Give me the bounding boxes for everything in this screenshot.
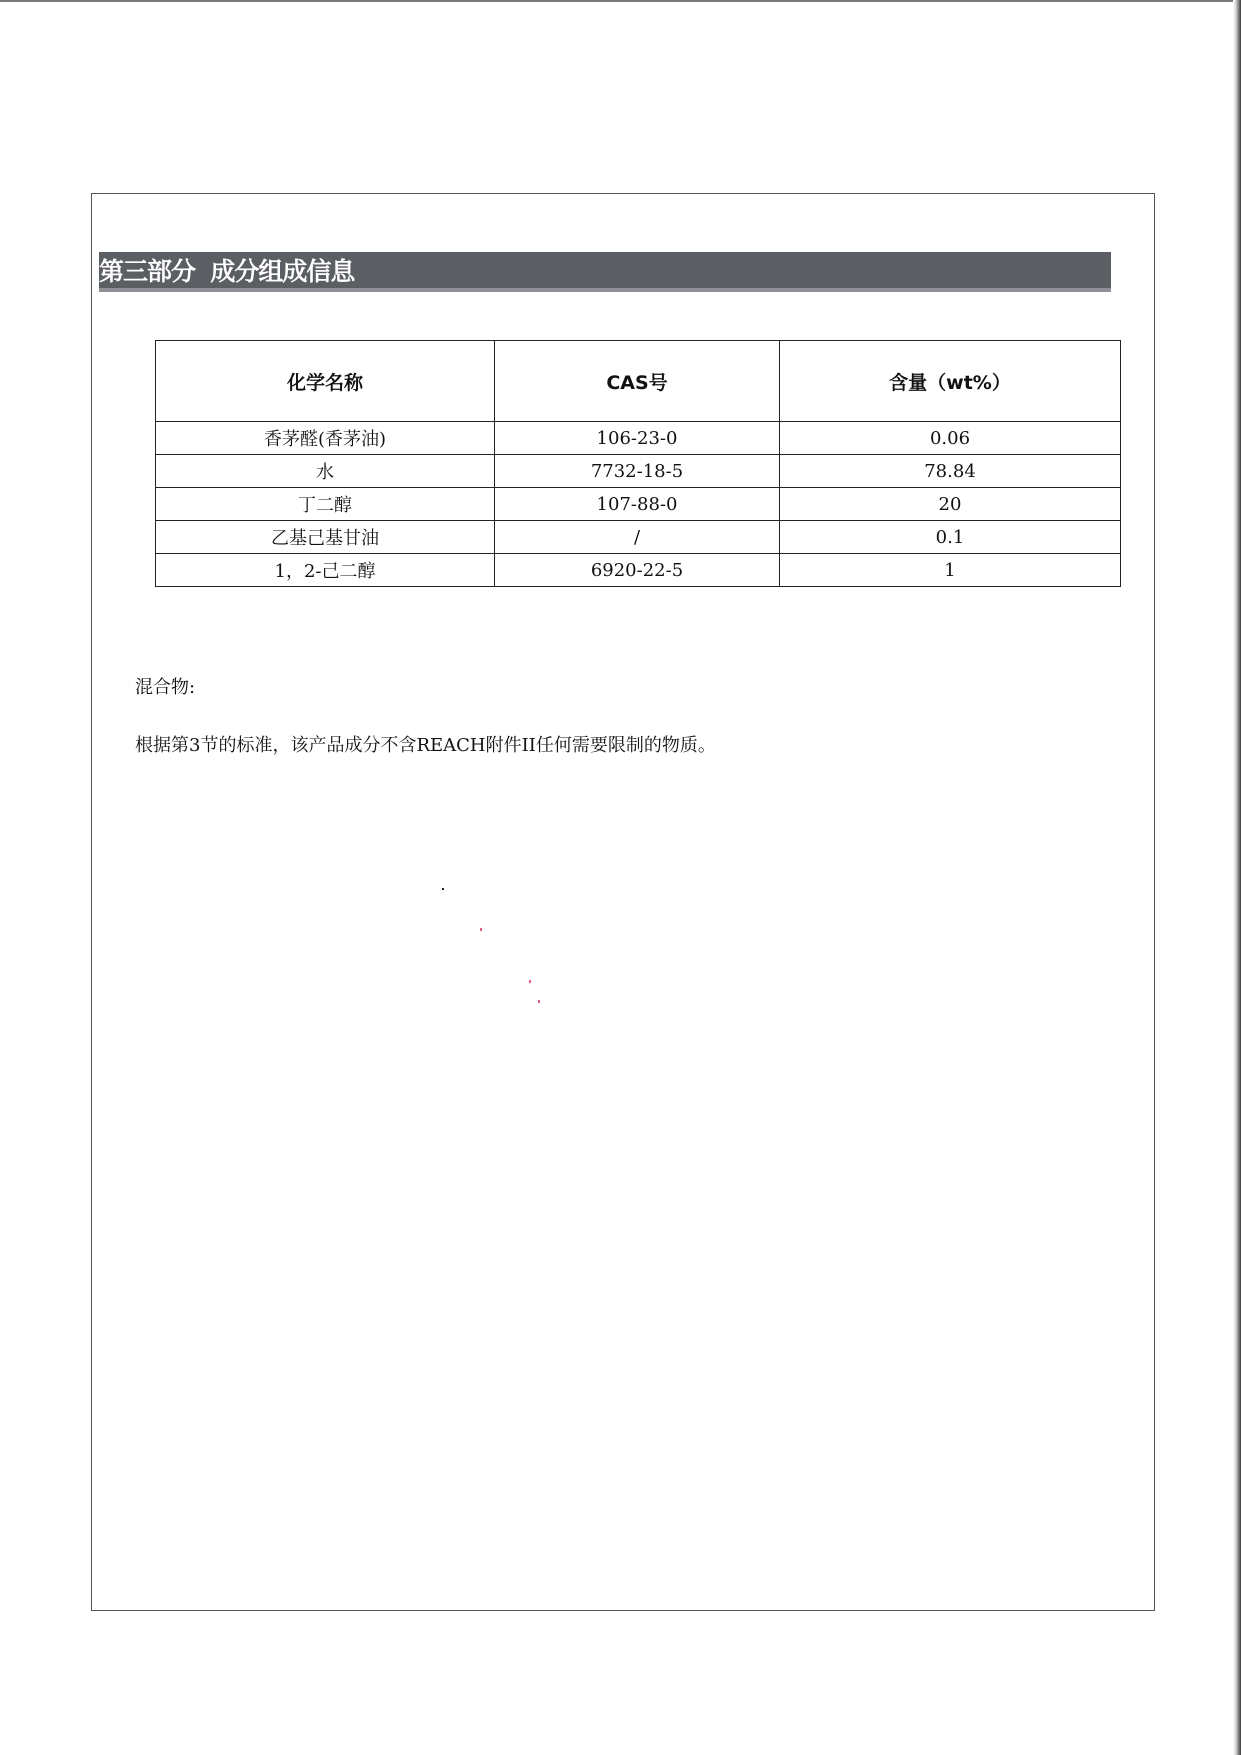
- cell-content: 20: [780, 488, 1121, 521]
- cell-cas-number: 7732-18-5: [495, 455, 780, 488]
- table-row: [156, 422, 1121, 455]
- cell-chemical-name: 香茅醛(香茅油): [156, 422, 495, 455]
- header-chemical-name: 化学名称: [156, 341, 495, 422]
- table-row: [156, 488, 1121, 521]
- scan-speck: [529, 980, 531, 983]
- scan-speck: [480, 928, 482, 931]
- table-row: [156, 455, 1121, 488]
- cell-chemical-name: 水: [156, 455, 495, 488]
- mixture-label: 混合物:: [135, 677, 196, 698]
- scan-edge-top: [0, 0, 1241, 2]
- cell-cas-number: 106-23-0: [495, 422, 780, 455]
- table-row: [156, 554, 1121, 587]
- cell-cas-number: /: [495, 521, 780, 554]
- cell-content: 1: [780, 554, 1121, 587]
- header-cas-number: CAS号: [495, 341, 780, 422]
- table-header-row: [156, 341, 1121, 422]
- cell-content: 78.84: [780, 455, 1121, 488]
- cell-chemical-name: 丁二醇: [156, 488, 495, 521]
- header-content: 含量（wt%）: [780, 341, 1121, 422]
- scan-edge-right: [1233, 0, 1241, 1755]
- section-title: 第三部分 成分组成信息: [99, 257, 355, 286]
- composition-table: [155, 340, 1121, 587]
- cell-content: 0.1: [780, 521, 1121, 554]
- scan-speck: [442, 888, 444, 890]
- cell-chemical-name: 1，2-己二醇: [156, 554, 495, 587]
- cell-cas-number: 6920-22-5: [495, 554, 780, 587]
- cell-cas-number: 107-88-0: [495, 488, 780, 521]
- cell-chemical-name: 乙基己基甘油: [156, 521, 495, 554]
- scan-speck: [538, 1000, 540, 1003]
- cell-content: 0.06: [780, 422, 1121, 455]
- reach-statement: 根据第3节的标准，该产品成分不含REACH附件II任何需要限制的物质。: [135, 735, 716, 756]
- table-row: [156, 521, 1121, 554]
